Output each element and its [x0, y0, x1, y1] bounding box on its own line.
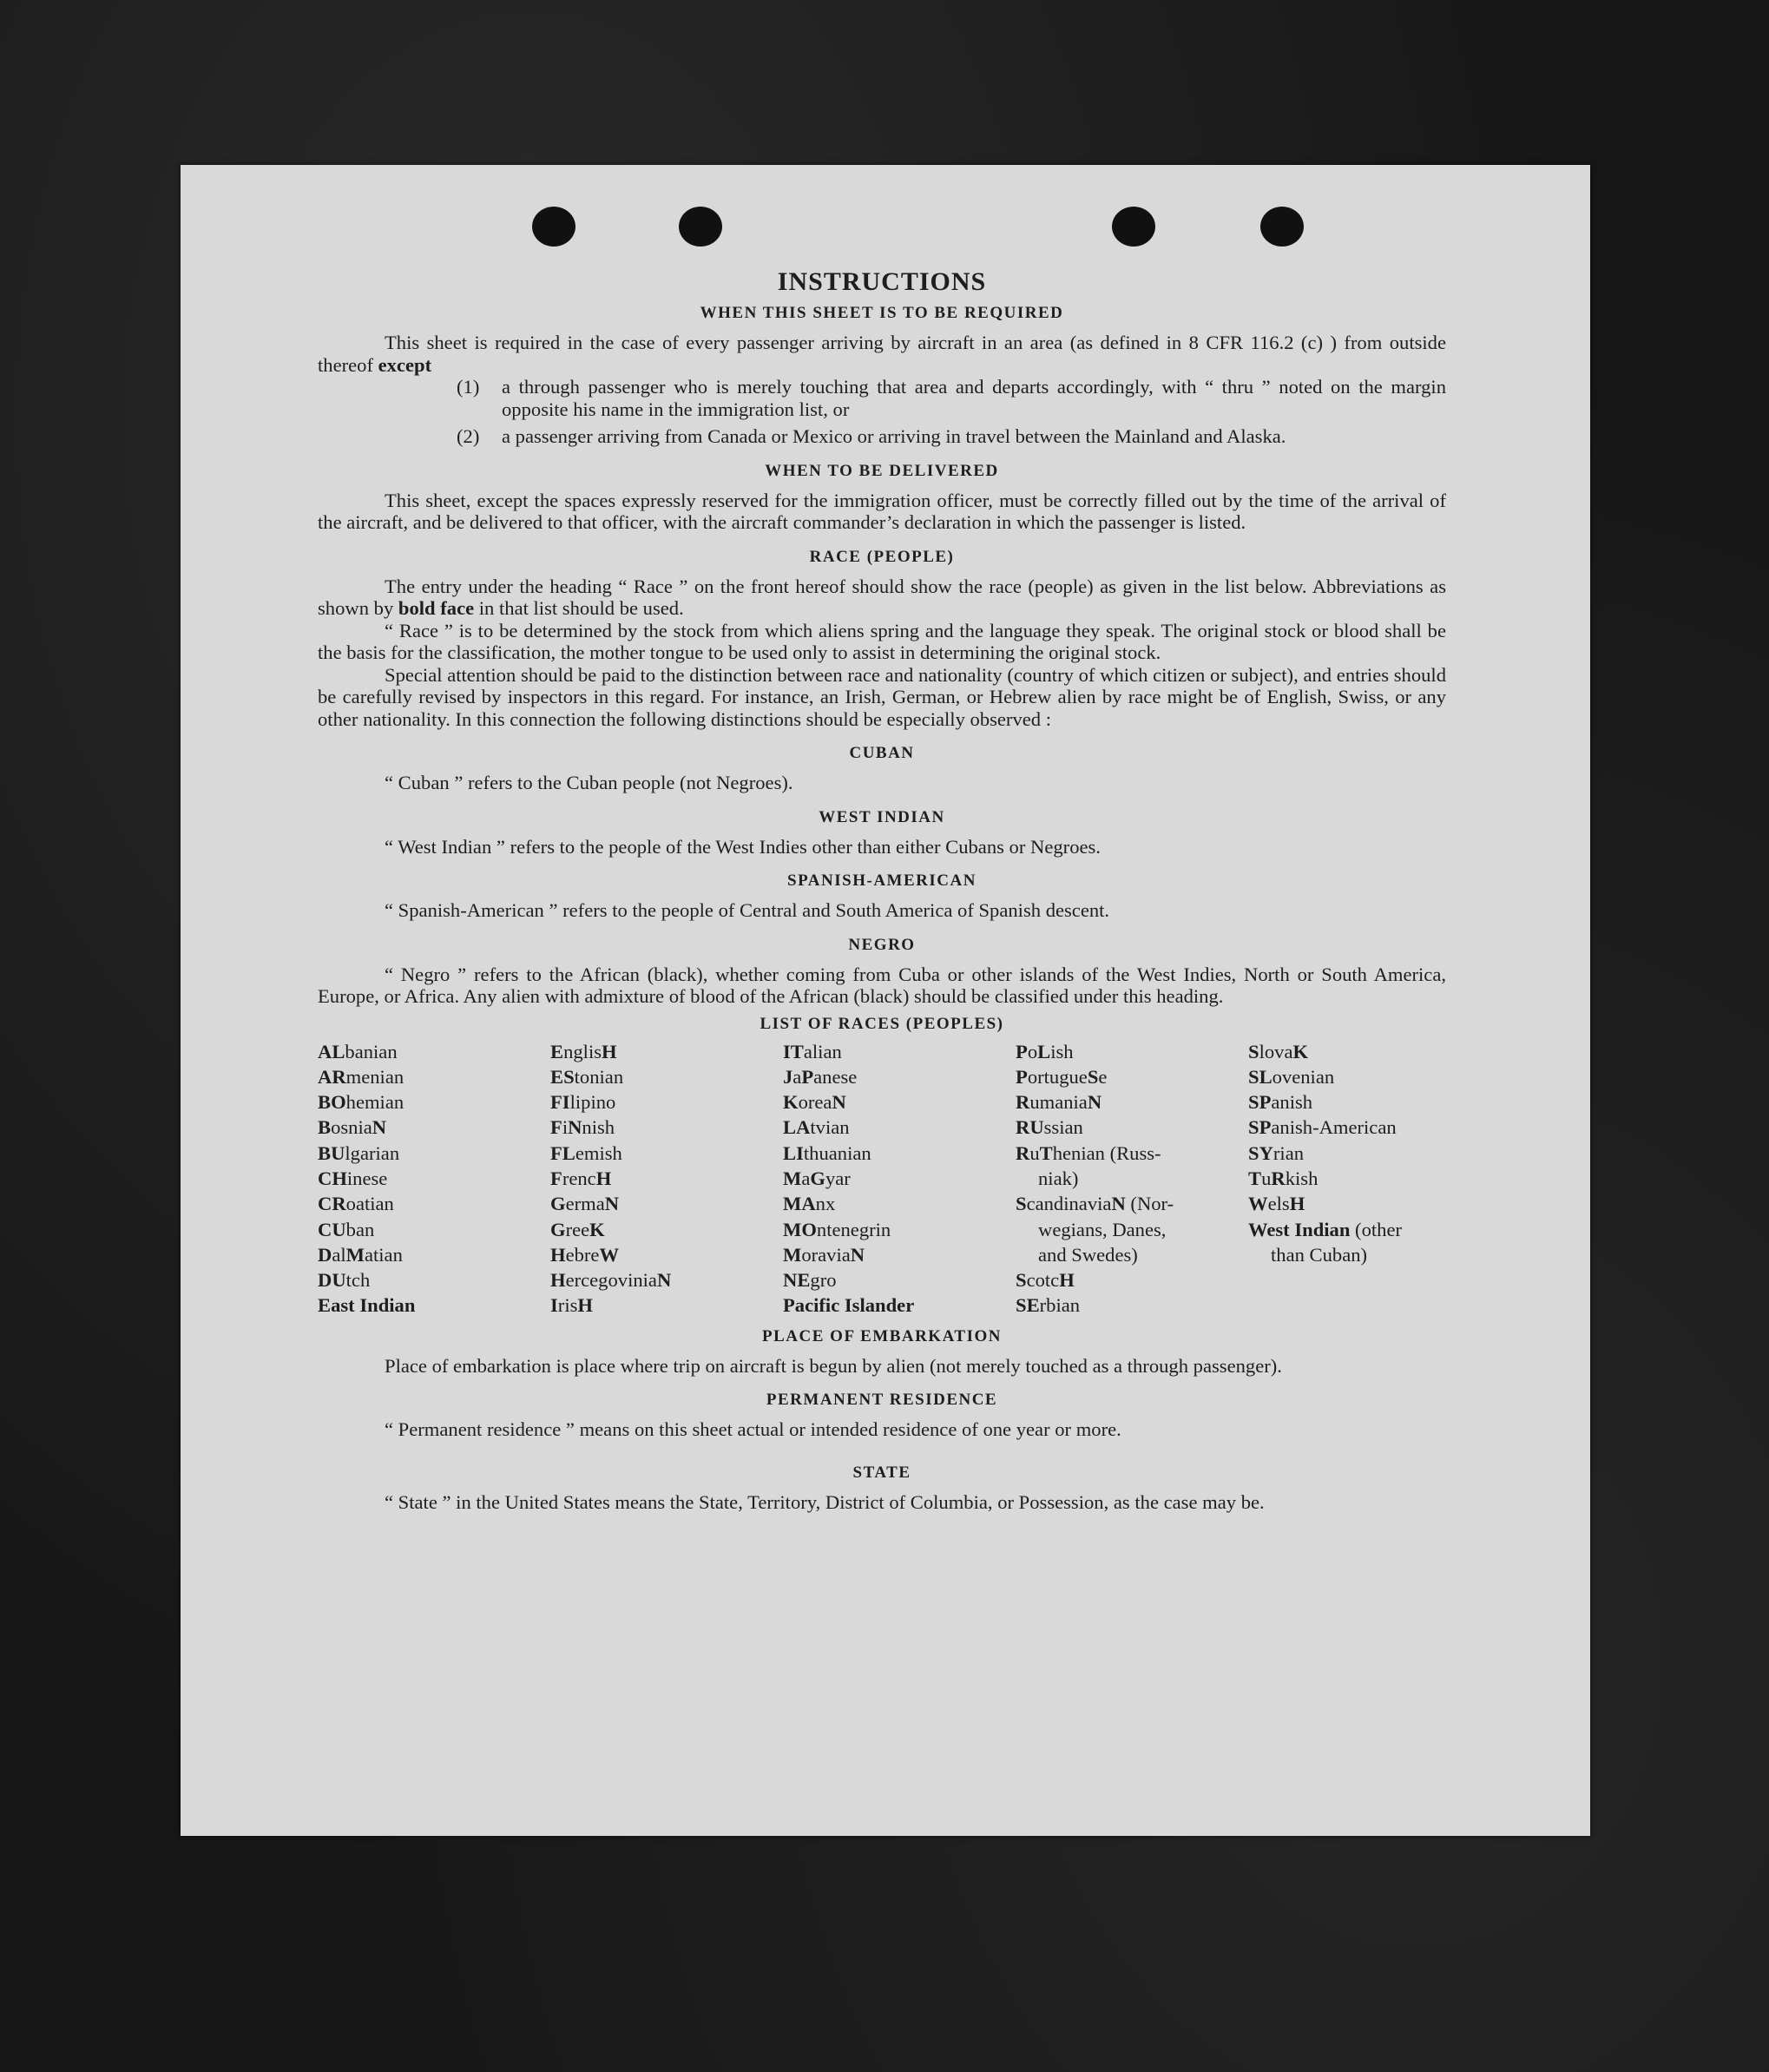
- race-entry: BosniaN: [318, 1116, 387, 1139]
- race-entry: FLemish: [550, 1141, 622, 1164]
- race-entry: BOhemian: [318, 1091, 404, 1114]
- cuban-text: “ Cuban ” refers to the Cuban people (not Negroes).: [385, 772, 793, 793]
- race-entry: FiNnish: [550, 1116, 615, 1139]
- race-entry: DalMatian: [318, 1243, 403, 1266]
- section-heading-residence: PERMANENT RESIDENCE: [766, 1391, 998, 1410]
- section-heading-embarkation: PLACE OF EMBARKATION: [762, 1326, 1002, 1345]
- race-entry: RUssian: [1016, 1116, 1083, 1139]
- race-entry: wegians, Danes,: [1038, 1218, 1167, 1240]
- race-entry: ARmenian: [318, 1065, 404, 1088]
- race-list: [318, 1039, 1446, 1319]
- race-entry: GermaN: [550, 1193, 620, 1215]
- exception-item: (2) a passenger arriving from Canada or Mexico or arriving in travel between the Mainland and Alaska.: [457, 425, 1286, 447]
- race-entry: IrisH: [550, 1294, 593, 1317]
- required-intro: This sheet is required in the case of every passenger arriving by aircraft in an area (as defined in 8 CFR 116.2 (c) ) from outside thereof except: [318, 332, 1446, 376]
- race-entry: and Swedes): [1038, 1243, 1138, 1266]
- race-entry: FIlipino: [550, 1091, 616, 1114]
- delivered-text: This sheet, except the spaces expressly reserved for the immigration officer, must be correctly filled out by the time of the arrival of the aircraft, and be delivered to that officer, with the aircraft commander’s declaration in which the passenger is listed.: [318, 489, 1446, 533]
- race-entry: CHinese: [318, 1167, 388, 1189]
- section-heading-spanish-american: SPANISH-AMERICAN: [787, 872, 977, 890]
- negro-text: “ Negro ” refers to the African (black), whether coming from Cuba or other islands of the West Indies, North or South America, Europe, or Africa. Any alien with admixture of blood of the African (black) should be classified under this heading.: [318, 963, 1446, 1007]
- race-entry: MoraviaN: [783, 1243, 865, 1266]
- race-entry: East Indian: [318, 1294, 416, 1317]
- section-heading-state: STATE: [852, 1463, 911, 1482]
- race-entry: KoreaN: [783, 1091, 846, 1114]
- race-entry: MaGyar: [783, 1167, 851, 1189]
- race-entry: HercegoviniaN: [550, 1269, 672, 1292]
- race-entry: ALbanian: [318, 1040, 398, 1062]
- race-entry: ScandinaviaN (Nor-: [1016, 1193, 1174, 1215]
- race-column: [318, 1039, 550, 1319]
- race-entry: LIthuanian: [783, 1141, 871, 1164]
- race-entry: LAtvian: [783, 1116, 850, 1139]
- page-title: INSTRUCTIONS: [777, 267, 987, 296]
- race-entry: CRoatian: [318, 1193, 394, 1215]
- section-heading-required: WHEN THIS SHEET IS TO BE REQUIRED: [700, 304, 1064, 322]
- race-entry: SErbian: [1016, 1294, 1081, 1317]
- race-entry: HebreW: [550, 1243, 620, 1266]
- instructions-content: [318, 267, 1446, 1513]
- punch-hole: [532, 207, 575, 247]
- section-heading-cuban: CUBAN: [849, 744, 915, 762]
- race-column: [550, 1039, 783, 1319]
- race-entry: FrencH: [550, 1167, 612, 1189]
- race-entry: ScotcH: [1016, 1269, 1075, 1292]
- race-entry: ITalian: [783, 1040, 842, 1062]
- race-entry: TuRkish: [1248, 1167, 1319, 1189]
- embarkation-text: Place of embarkation is place where trip on aircraft is begun by alien (not merely touched as a through passenger).: [385, 1354, 1282, 1377]
- section-heading-list: LIST OF RACES (PEOPLES): [760, 1014, 1004, 1033]
- race-entry: MOntenegrin: [783, 1218, 891, 1240]
- race-entry: JaPanese: [783, 1065, 858, 1088]
- race-paragraph-1: The entry under the heading “ Race ” on the front hereof should show the race (people) as given in the list below. Abbreviations as shown by bold face in that list should be used.: [318, 575, 1446, 619]
- west-indian-text: “ West Indian ” refers to the people of the West Indies other than either Cubans or Negroes.: [385, 835, 1101, 858]
- race-entry: DUtch: [318, 1269, 371, 1292]
- race-entry: BUlgarian: [318, 1141, 400, 1164]
- residence-text: “ Permanent residence ” means on this sheet actual or intended residence of one year or more.: [385, 1418, 1121, 1441]
- race-column: [1248, 1039, 1446, 1319]
- section-heading-west-indian: WEST INDIAN: [819, 807, 945, 826]
- race-entry: EStonian: [550, 1065, 624, 1088]
- race-entry: niak): [1038, 1167, 1079, 1189]
- race-column: [1016, 1039, 1248, 1319]
- section-heading-race: RACE (PEOPLE): [809, 547, 955, 566]
- race-entry: WelsH: [1248, 1193, 1305, 1215]
- race-column: [783, 1039, 1016, 1319]
- document-page: [181, 165, 1590, 1836]
- race-entry: GreeK: [550, 1218, 605, 1240]
- race-entry: SYrian: [1248, 1141, 1305, 1164]
- section-heading-negro: NEGRO: [848, 935, 916, 954]
- race-entry: RumaniaN: [1016, 1091, 1102, 1114]
- spanish-american-text: “ Spanish-American ” refers to the people of Central and South America of Spanish descent.: [385, 899, 1110, 921]
- punch-hole: [679, 207, 722, 247]
- race-entry: PoLish: [1016, 1040, 1074, 1062]
- race-paragraph-2: “ Race ” is to be determined by the stock from which aliens spring and the language they speak. The original stock or blood shall be the basis for the classification, the mother tongue to be used only to assist in determining the original stock.: [318, 619, 1446, 663]
- race-entry: RuThenian (Russ-: [1016, 1141, 1161, 1164]
- race-entry: West Indian (other: [1248, 1218, 1403, 1240]
- race-paragraph-3: Special attention should be paid to the distinction between race and nationality (country of which citizen or subject), and entries should be carefully revised by inspectors in this regard. For instance, an Irish, German, or Hebrew alien by race might be of English, Swiss, or any other nationality. In this connection the following distinctions should be especially observed :: [318, 663, 1446, 730]
- race-entry: EnglisH: [550, 1040, 617, 1062]
- race-entry: NEgro: [783, 1269, 837, 1292]
- race-entry: SlovaK: [1248, 1040, 1309, 1062]
- punch-hole: [1112, 207, 1155, 247]
- race-entry: PortugueSe: [1016, 1065, 1108, 1088]
- exception-item: (1) a through passenger who is merely touching that area and departs accordingly, with “ thru ” noted on the margin opposite his name in the immigration list, or: [457, 376, 1446, 420]
- race-entry: SPanish-American: [1248, 1116, 1397, 1139]
- race-entry: MAnx: [783, 1193, 836, 1215]
- race-entry: than Cuban): [1271, 1243, 1368, 1266]
- punch-hole: [1260, 207, 1304, 247]
- race-entry: SPanish: [1248, 1091, 1313, 1114]
- race-entry: Pacific Islander: [783, 1294, 915, 1317]
- section-heading-delivered: WHEN TO BE DELIVERED: [765, 461, 999, 480]
- race-entry: SLovenian: [1248, 1065, 1335, 1088]
- state-text: “ State ” in the United States means the State, Territory, District of Columbia, or Possession, as the case may be.: [385, 1490, 1265, 1513]
- race-entry: CUban: [318, 1218, 375, 1240]
